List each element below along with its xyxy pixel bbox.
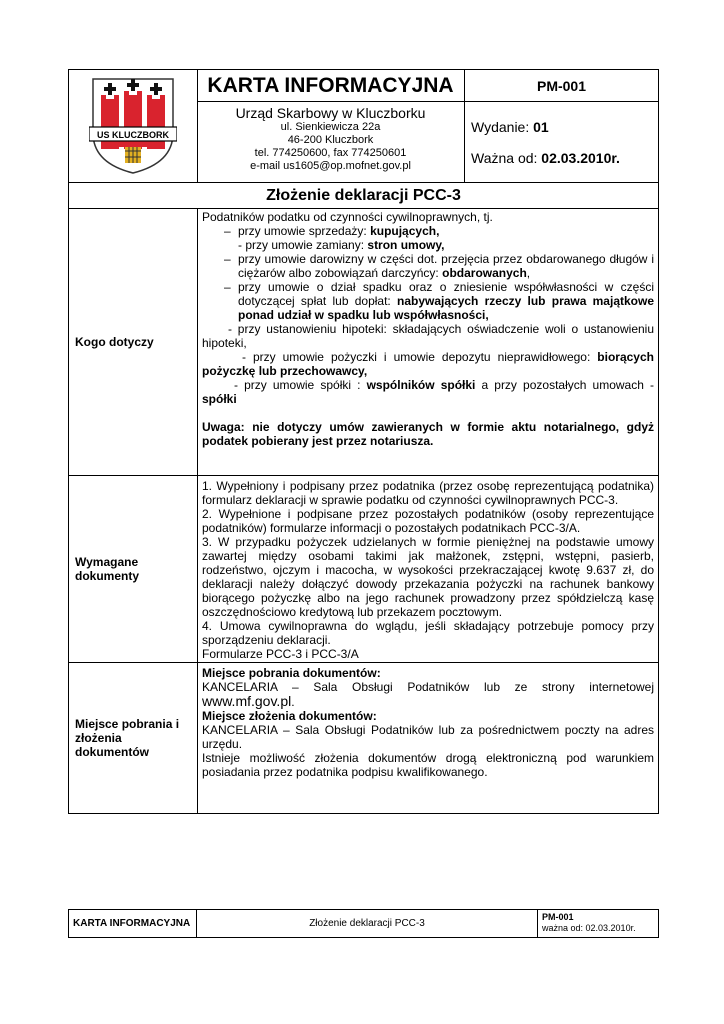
- office-email: e-mail us1605@op.mofnet.gov.pl: [250, 160, 411, 172]
- header-table: [68, 69, 659, 183]
- list-item: – przy umowie sprzedaży: kupujących,: [224, 224, 440, 238]
- required-doc-item: 3. W przypadku pożyczek udzielanych w formie pieniężnej na podstawie umowy zawartej między osobami takimi jak małżonek, zstępni, wstępni, pasierb, rodzeństwo, ojczym i macocha, w wysokości przekraczającej kwotę 9.637 zł, do deklaracji należy dołączyć dowody przekazania pożyczki na rachunek bankowy biorącego pożyczkę albo na jego rachunek prowadzony przez spółdzielczą kasę oszczędnościowo kredytową lub przekazem pocztowym.: [202, 535, 654, 619]
- footer-table: [68, 909, 659, 938]
- required-doc-item: 2. Wypełnione i podpisane przez pozostałych podatników (osoby reprezentujące podatników) formularze informacji o pozostałych podatnikach PCC-3/A.: [202, 507, 654, 535]
- coat-of-arms-logo: [89, 77, 177, 175]
- office-name: Urząd Skarbowy w Kluczborku: [235, 105, 426, 121]
- edition-line: [471, 119, 549, 135]
- office-info: [197, 102, 465, 182]
- required-doc-item: 4. Umowa cywilnoprawna do wglądu, jeśli składający potrzebuje pomocy przy sporządzeniu deklaracji.: [202, 619, 654, 647]
- kogo-intro: Podatników podatku od czynności cywilnoprawnych, tj.: [202, 210, 493, 224]
- download-link-line: www.mf.gov.pl.: [202, 693, 295, 709]
- electronic-text: Istnieje możliwość złożenia dokumentów drogą elektroniczną pod warunkiem posiadania przez podatnika podpisu kwalifikowanego.: [202, 751, 654, 779]
- row-content: [198, 476, 658, 662]
- list-item: – przy umowie o dział spadku oraz o zniesienie współwłasności w części dotyczącej spłat lub dopłat: nabywających rzeczy lub prawa majątkowe ponad udział w spadku lub współwłasności,: [224, 280, 654, 322]
- list-item: - przy umowie zamiany: stron umowy,: [238, 238, 445, 252]
- download-heading: Miejsce pobrania dokumentów:: [202, 666, 381, 680]
- row-kogo-dotyczy: [68, 208, 659, 476]
- required-doc-item: 1. Wypełniony i podpisany przez podatnika (przez osobę reprezentującą podatnika) formularz deklaracji w sprawie podatku od czynności cywilnoprawnych PCC-3.: [202, 479, 654, 507]
- row-label: Wymagane dokumenty: [69, 476, 198, 662]
- footer-subject: Złożenie deklaracji PCC-3: [197, 910, 538, 937]
- website-link[interactable]: www.mf.gov.pl: [202, 693, 292, 709]
- valid-value: 02.03.2010r.: [541, 150, 620, 166]
- valid-line: [471, 150, 620, 166]
- row-wymagane-dokumenty: [68, 475, 659, 663]
- list-item: - przy umowie pożyczki i umowie depozytu nieprawidłowego: biorących pożyczkę lub przechowawcy,: [202, 350, 654, 378]
- row-content: [198, 209, 658, 475]
- row-label: Miejsce pobrania i złożenia dokumentów: [69, 663, 198, 813]
- submit-heading: Miejsce złożenia dokumentów:: [202, 709, 377, 723]
- edition-label: Wydanie:: [471, 119, 530, 135]
- list-item: - przy ustanowieniu hipoteki: składających oświadczenie woli o ustanowieniu hipoteki,: [202, 322, 654, 350]
- footer-title: KARTA INFORMACYJNA: [69, 910, 197, 937]
- document-title: KARTA INFORMACYJNA: [197, 70, 465, 102]
- office-city: 46-200 Kluczbork: [287, 134, 374, 146]
- forms-note: Formularze PCC-3 i PCC-3/A: [202, 647, 359, 661]
- download-text: KANCELARIA – Sala Obsługi Podatników lub ze strony internetowej: [202, 680, 654, 694]
- meta-info: [465, 102, 658, 182]
- row-label: Kogo dotyczy: [69, 209, 198, 475]
- section-title: Złożenie deklaracji PCC-3: [68, 182, 659, 209]
- office-street: ul. Sienkiewicza 22a: [280, 121, 381, 133]
- submit-text: KANCELARIA – Sala Obsługi Podatników lub za pośrednictwem poczty na adres urzędu.: [202, 723, 654, 751]
- document-code: PM-001: [465, 70, 658, 102]
- row-miejsce: [68, 662, 659, 814]
- logo-text: US KLUCZBORK: [97, 130, 169, 140]
- list-item: – przy umowie darowizny w części dot. przejęcia przez obdarowanego długów i ciężarów albo zobowiązań darczyńcy: obdarowanych,: [224, 252, 654, 280]
- valid-label: Ważna od:: [471, 150, 538, 166]
- footer-code: PM-001: [542, 912, 574, 922]
- logo-cell: [69, 70, 198, 182]
- footer-meta: [538, 910, 658, 937]
- list-item: - przy umowie spółki : wspólników spółki a przy pozostałych umowach - spółki: [202, 378, 654, 406]
- office-phone: tel. 774250600, fax 774250601: [254, 147, 407, 159]
- kogo-note: Uwaga: nie dotyczy umów zawieranych w formie aktu notarialnego, gdyż podatek pobierany jest przez notariusza.: [202, 420, 654, 448]
- row-content: [198, 663, 658, 813]
- edition-value: 01: [533, 119, 549, 135]
- footer-valid: ważna od: 02.03.2010r.: [542, 923, 636, 933]
